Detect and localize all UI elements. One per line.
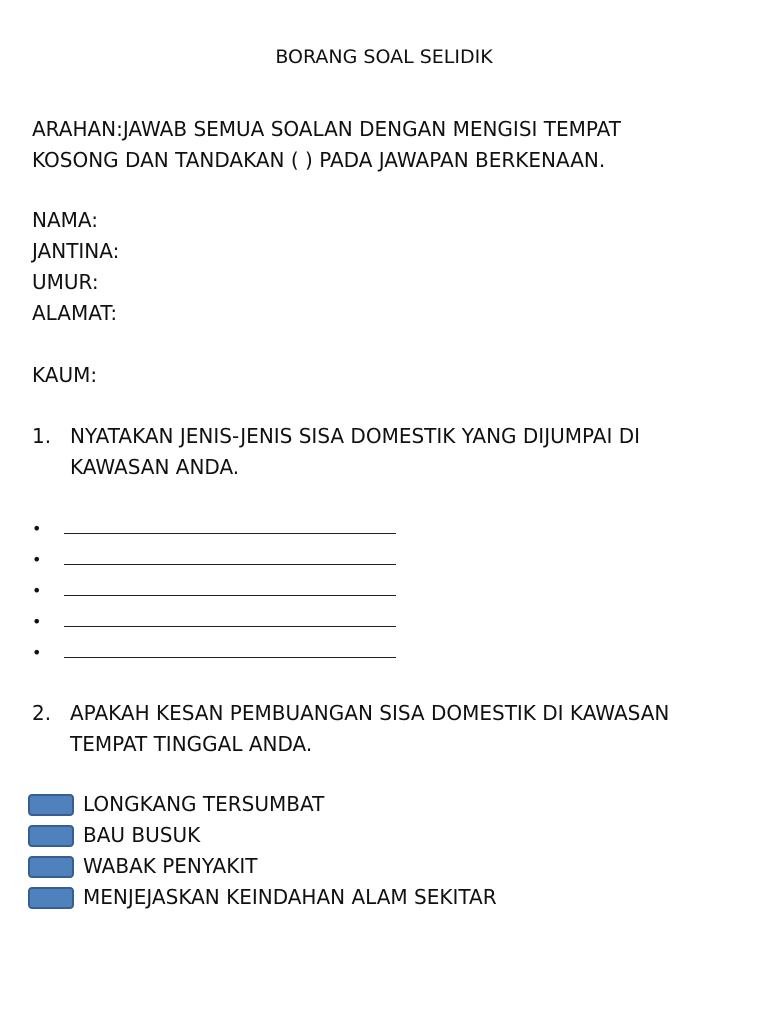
option-label: BAU BUSUK: [83, 823, 201, 847]
answer-blank-line[interactable]: [64, 639, 396, 658]
question-1-line-1: NYATAKAN JENIS-JENIS SISA DOMESTIK YANG DIJUMPAI DI: [70, 424, 641, 448]
bullet-icon: •: [32, 643, 42, 662]
answer-blank-line[interactable]: [64, 608, 396, 627]
option-wabak-penyakit[interactable]: [28, 851, 497, 882]
option-label: MENJEJASKAN KEINDAHAN ALAM SEKITAR: [83, 885, 497, 909]
instructions: [32, 114, 732, 176]
answer-blank-item: [32, 606, 396, 637]
question-2-line-1: APAKAH KESAN PEMBUANGAN SISA DOMESTIK DI KAWASAN: [70, 701, 670, 725]
instructions-line-2: KOSONG DAN TANDAKAN ( ) PADA JAWAPAN BERKENAAN.: [32, 148, 606, 172]
answer-blank-item: [32, 513, 396, 544]
alamat-field[interactable]: ALAMAT:: [32, 301, 118, 325]
nama-field[interactable]: NAMA:: [32, 208, 98, 232]
bullet-icon: •: [32, 612, 42, 631]
option-label: WABAK PENYAKIT: [83, 854, 258, 878]
umur-field[interactable]: UMUR:: [32, 270, 99, 294]
question-2-line-2: TEMPAT TINGGAL ANDA.: [70, 732, 313, 756]
option-menjejaskan-keindahan[interactable]: [28, 882, 497, 913]
answer-blank-line[interactable]: [64, 515, 396, 534]
question-2-options: [28, 789, 497, 913]
checkbox[interactable]: [28, 887, 74, 909]
answer-blank-item: [32, 544, 396, 575]
answer-blank-item: [32, 575, 396, 606]
question-1-number: 1.: [32, 424, 52, 448]
kaum-field[interactable]: KAUM:: [32, 363, 98, 387]
question-2: [32, 698, 732, 760]
question-2-number: 2.: [32, 701, 52, 725]
option-longkang-tersumbat[interactable]: [28, 789, 497, 820]
option-bau-busuk[interactable]: [28, 820, 497, 851]
checkbox[interactable]: [28, 825, 74, 847]
question-1-text: [70, 421, 730, 483]
checkbox[interactable]: [28, 794, 74, 816]
jantina-field[interactable]: JANTINA:: [32, 239, 120, 263]
answer-blank-line[interactable]: [64, 546, 396, 565]
answer-blank-item: [32, 637, 396, 668]
question-1-answer-blanks: [32, 513, 396, 668]
form-title: BORANG SOAL SELIDIK: [275, 46, 493, 68]
bullet-icon: •: [32, 519, 42, 538]
question-1: [32, 421, 732, 483]
question-2-text: [70, 698, 730, 760]
option-label: LONGKANG TERSUMBAT: [83, 792, 325, 816]
question-1-line-2: KAWASAN ANDA.: [70, 455, 240, 479]
answer-blank-line[interactable]: [64, 577, 396, 596]
personal-info-fields: [32, 205, 119, 329]
bullet-icon: •: [32, 581, 42, 600]
bullet-icon: •: [32, 550, 42, 569]
checkbox[interactable]: [28, 856, 74, 878]
instructions-line-1: ARAHAN:JAWAB SEMUA SOALAN DENGAN MENGISI TEMPAT: [32, 117, 622, 141]
